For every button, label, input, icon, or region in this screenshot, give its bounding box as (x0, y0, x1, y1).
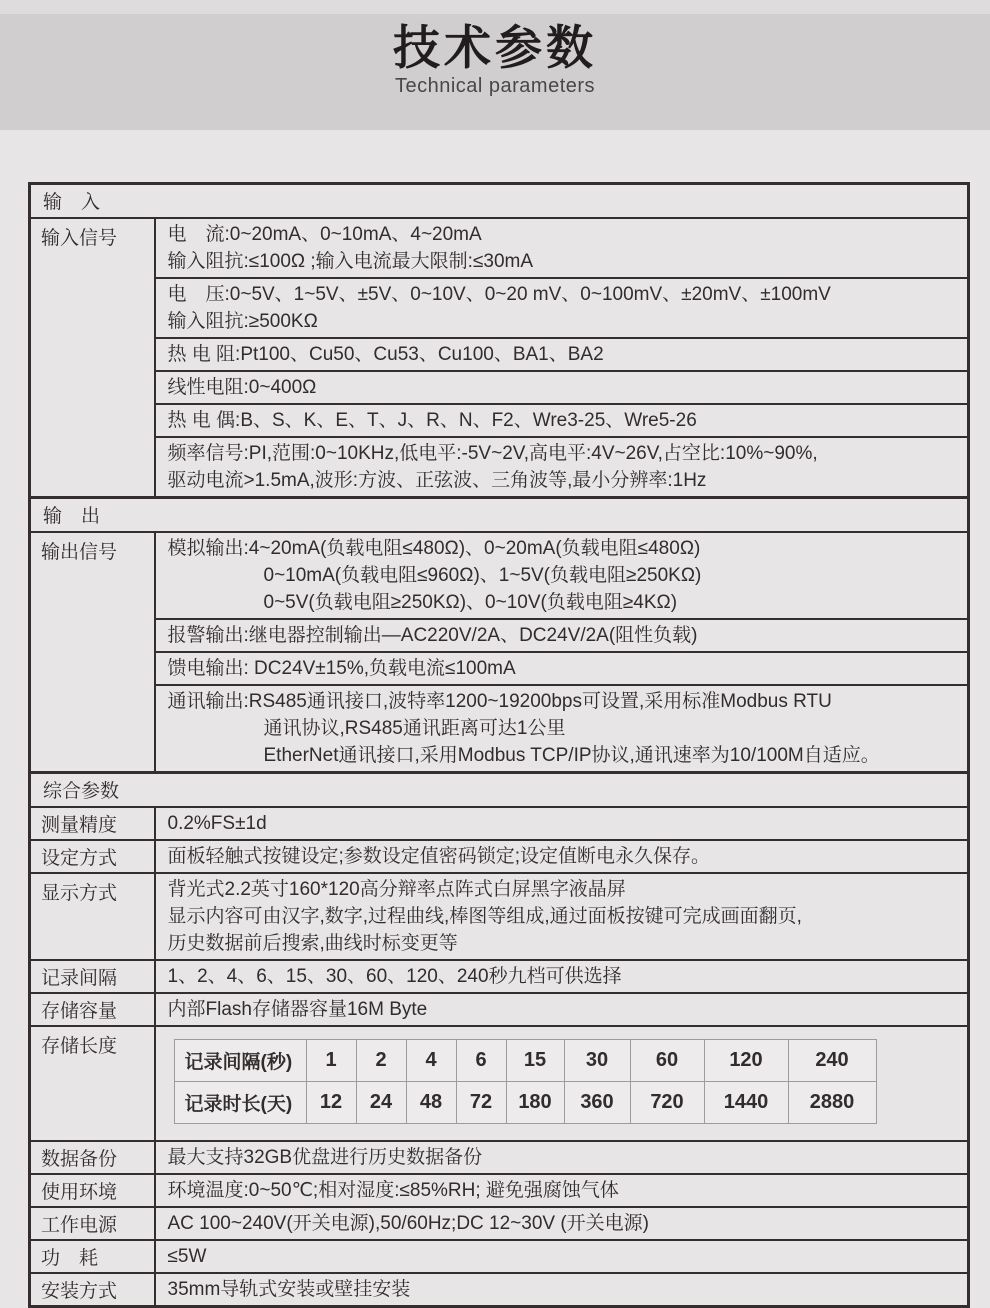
value-line: 驱动电流>1.5mA,波形:方波、正弦波、三角波等,最小分辨率:1Hz (167, 470, 707, 491)
page-title: 技术参数 (393, 21, 597, 74)
storage-interval-cell: 4 (406, 1040, 456, 1082)
value-line: 电 流:0~20mA、0~10mA、4~20mA (167, 224, 482, 245)
storage-duration-row (174, 1082, 876, 1124)
row-value-display (155, 873, 969, 960)
row-value-current (155, 218, 969, 278)
storage-duration-cell: 12 (306, 1082, 356, 1124)
storage-interval-cell: 30 (564, 1040, 630, 1082)
table-row-storage-length (30, 1026, 969, 1141)
value-line: 热 电 偶:B、S、K、E、T、J、R、N、F2、Wre3-25、Wre5-26 (167, 410, 697, 431)
value-line: 最大支持32GB优盘进行历史数据备份 (167, 1147, 483, 1168)
row-label-storage-length: 存储长度 (30, 1026, 155, 1141)
table-row (30, 1141, 969, 1174)
table-row (30, 278, 969, 338)
value-line: 环境温度:0~50℃;相对湿度:≤85%RH; 避免强腐蚀气体 (167, 1180, 619, 1201)
value-line: 报警输出:继电器控制输出—AC220V/2A、DC24V/2A(阻性负载) (167, 625, 698, 646)
storage-duration-cell: 1440 (704, 1082, 788, 1124)
row-label-mounting: 安装方式 (30, 1273, 155, 1307)
row-value-frequency (155, 437, 969, 498)
storage-interval-cell: 2 (356, 1040, 406, 1082)
storage-duration-cell: 360 (564, 1082, 630, 1124)
table-row (30, 532, 969, 619)
row-label-display: 显示方式 (30, 873, 155, 960)
row-value-setting (155, 840, 969, 873)
row-label-setting: 设定方式 (30, 840, 155, 873)
value-line: 电 压:0~5V、1~5V、±5V、0~10V、0~20 mV、0~100mV、±20mV、±100mV (167, 284, 831, 305)
table-row (30, 652, 969, 685)
row-value-feed-output (155, 652, 969, 685)
value-line: 模拟输出:4~20mA(负载电阻≤480Ω)、0~20mA(负载电阻≤480Ω) (167, 538, 701, 559)
section-title-output: 输 出 (30, 498, 969, 533)
table-row (30, 218, 969, 278)
value-line: 0.2%FS±1d (167, 813, 267, 834)
table-row (30, 338, 969, 371)
row-value-power-supply (155, 1207, 969, 1240)
storage-interval-cell: 15 (506, 1040, 564, 1082)
row-value-power-consumption (155, 1240, 969, 1273)
value-line: EtherNet通讯接口,采用Modbus TCP/IP协议,通讯速率为10/100M自适应。 (263, 745, 880, 766)
row-label-data-backup: 数据备份 (30, 1141, 155, 1174)
value-line: 热 电 阻:Pt100、Cu50、Cu53、Cu100、BA1、BA2 (167, 344, 604, 365)
value-line: 频率信号:PI,范围:0~10KHz,低电平:-5V~2V,高电平:4V~26V,占空比:10%~90%, (167, 443, 818, 464)
row-value-thermocouple (155, 404, 969, 437)
row-label-record-interval: 记录间隔 (30, 960, 155, 993)
table-row (30, 807, 969, 840)
table-row (30, 685, 969, 773)
storage-interval-cell: 1 (306, 1040, 356, 1082)
title-band (0, 14, 990, 130)
storage-duration-cell: 72 (456, 1082, 506, 1124)
storage-interval-cell: 120 (704, 1040, 788, 1082)
table-row (30, 840, 969, 873)
storage-duration-cell: 180 (506, 1082, 564, 1124)
table-row (30, 371, 969, 404)
section-row-output (30, 498, 969, 533)
row-label-power-consumption: 功 耗 (30, 1240, 155, 1273)
row-value-linear-resistance (155, 371, 969, 404)
value-line: 通讯协议,RS485通讯距离可达1公里 (263, 718, 566, 739)
table-row (30, 1273, 969, 1307)
storage-duration-label: 记录时长(天) (174, 1082, 306, 1124)
section-row-input (30, 184, 969, 219)
row-value-data-backup (155, 1141, 969, 1174)
row-value-voltage (155, 278, 969, 338)
table-row (30, 1207, 969, 1240)
row-value-storage-length (155, 1026, 969, 1141)
row-value-record-interval (155, 960, 969, 993)
value-line: AC 100~240V(开关电源),50/60Hz;DC 12~30V (开关电源) (167, 1213, 650, 1234)
value-line: 历史数据前后搜索,曲线时标变更等 (167, 933, 458, 954)
row-label-storage-capacity: 存储容量 (30, 993, 155, 1026)
row-value-rtd (155, 338, 969, 371)
storage-duration-cell: 24 (356, 1082, 406, 1124)
table-row (30, 873, 969, 960)
spec-table (28, 182, 970, 1308)
storage-interval-cell: 6 (456, 1040, 506, 1082)
table-row (30, 619, 969, 652)
row-value-mounting (155, 1273, 969, 1307)
table-row (30, 437, 969, 498)
value-line: 0~10mA(负载电阻≤960Ω)、1~5V(负载电阻≥250KΩ) (263, 565, 702, 586)
value-line: 1、2、4、6、15、30、60、120、240秒九档可供选择 (167, 966, 622, 987)
row-label-accuracy: 测量精度 (30, 807, 155, 840)
storage-duration-cell: 48 (406, 1082, 456, 1124)
row-value-comm-output (155, 685, 969, 773)
storage-duration-cell: 2880 (788, 1082, 876, 1124)
storage-interval-label: 记录间隔(秒) (174, 1040, 306, 1082)
page-subtitle: Technical parameters (394, 75, 596, 97)
value-line: 馈电输出: DC24V±15%,负载电流≤100mA (167, 658, 516, 679)
row-value-alarm-output (155, 619, 969, 652)
value-line: 面板轻触式按键设定;参数设定值密码锁定;设定值断电永久保存。 (167, 846, 711, 867)
value-line: 通讯输出:RS485通讯接口,波特率1200~19200bps可设置,采用标准Modbus RTU (167, 691, 832, 712)
row-label-environment: 使用环境 (30, 1174, 155, 1207)
row-value-environment (155, 1174, 969, 1207)
section-row-general (30, 773, 969, 808)
row-value-storage-capacity (155, 993, 969, 1026)
value-line: 显示内容可由汉字,数字,过程曲线,棒图等组成,通过面板按键可完成画面翻页, (167, 906, 802, 927)
section-title-input: 输 入 (30, 184, 969, 219)
value-line: ≤5W (167, 1246, 207, 1267)
table-row (30, 1174, 969, 1207)
value-line: 输入阻抗:≥500KΩ (167, 311, 318, 332)
row-label-input-signal: 输入信号 (30, 218, 155, 498)
table-row (30, 1240, 969, 1273)
table-row (30, 960, 969, 993)
value-line: 线性电阻:0~400Ω (167, 377, 317, 398)
row-value-analog-output (155, 532, 969, 619)
top-strip (0, 0, 990, 14)
value-line: 35mm导轨式安装或壁挂安装 (167, 1279, 411, 1300)
value-line: 0~5V(负载电阻≥250KΩ)、0~10V(负载电阻≥4KΩ) (263, 592, 678, 613)
value-line: 内部Flash存储器容量16M Byte (167, 999, 428, 1020)
section-title-general: 综合参数 (30, 773, 969, 808)
storage-duration-cell: 720 (630, 1082, 704, 1124)
row-label-power-supply: 工作电源 (30, 1207, 155, 1240)
value-line: 背光式2.2英寸160*120高分辩率点阵式白屏黑字液晶屏 (167, 879, 626, 900)
row-label-output-signal: 输出信号 (30, 532, 155, 773)
storage-interval-row (174, 1040, 876, 1082)
row-value-accuracy (155, 807, 969, 840)
value-line: 输入阻抗:≤100Ω ;输入电流最大限制:≤30mA (167, 251, 534, 272)
content (0, 130, 990, 1308)
storage-interval-cell: 60 (630, 1040, 704, 1082)
storage-interval-cell: 240 (788, 1040, 876, 1082)
table-row (30, 404, 969, 437)
storage-table (174, 1039, 877, 1124)
table-row (30, 993, 969, 1026)
